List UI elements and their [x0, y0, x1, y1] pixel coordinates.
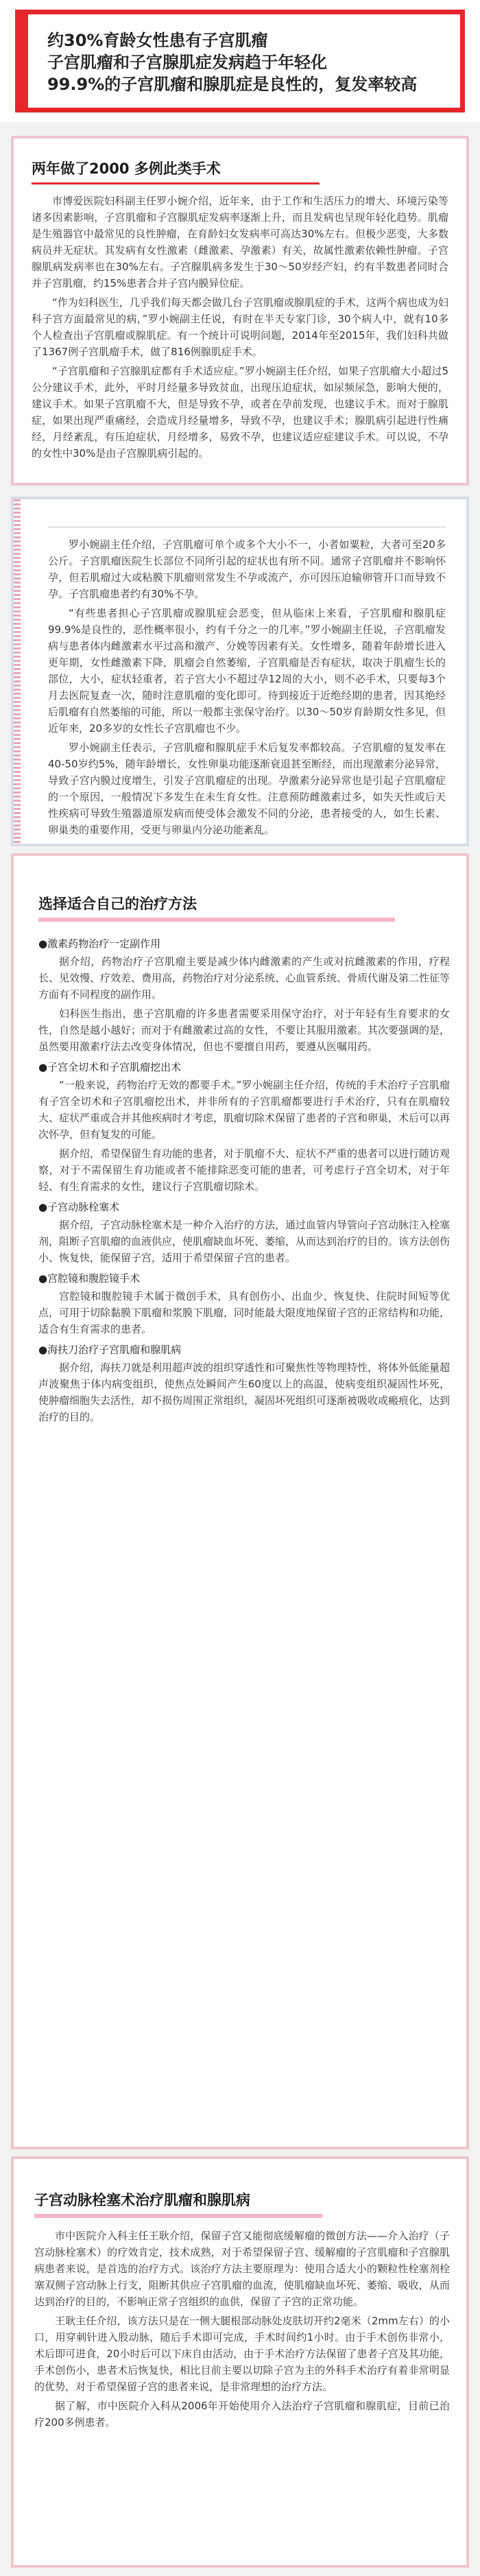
paragraph: 据介绍，希望保留生育功能的患者，对于肌瘤不大、症状不严重的患者可以进行随访观察，对于不需保留生育功能或者不能排除恶变可能的患者，可考虑行子宫全切术，对于年轻、有生育需求的女性，建议行子宫肌瘤切除术。 — [38, 1147, 451, 1193]
header-area — [0, 0, 480, 122]
paragraph: 宫腔镜和腹腔镜手术属于微创手术，具有创伤小、出血少、恢复快、住院时间短等优点，可用于切除黏膜下肌瘤和浆膜下肌瘤，同时能最大限度地保留子宫的正常结构和功能，适合有生育需求的患者。 — [38, 1290, 451, 1335]
section-surgery-count — [11, 136, 469, 486]
paragraph: 罗小婉副主任表示，子宫肌瘤和腺肌症手术后复发率都较高。子宫肌瘤的复发率在40-50岁约5%，随年龄增长，女性卵巢功能逐渐衰退甚至断经，而出现激素分泌异常，导致子宫内膜过度增生，引发子宫肌瘤症的出现。孕激素分泌异常也是引起子宫肌瘤症的一个原因，一般情况下多发生在未生育女性。注意预防雌激素过多，如失天性或后天性疾病可导致生殖器道原发病而使受体会激发不同的分泌，患者接受的人，如生长素、卵巢类的重要作用，受更与卵巢内分泌功能紊乱。 — [48, 741, 446, 836]
section-title: 子宫动脉栓塞术治疗肌瘤和腺肌病 — [34, 2192, 250, 2208]
paragraph: 据介绍，子宫动脉栓塞术是一种介入治疗的方法，通过血管内导管向子宫动脉注入栓塞剂，阻断子宫肌瘤的血液供应，使肌瘤缺血坏死、萎缩，从而达到治疗的目的。该方法创伤小、恢复快，能保留子宫，适用于希望保留子宫的患者。 — [38, 1219, 451, 1264]
section-recurrence — [11, 497, 469, 846]
paragraph: 市中医院介入科主任王耿介绍，保留子宫又能彻底缓解瘤的微创方法——介入治疗（子宫动脉栓塞术）的疗效肯定，技术成熟，对于希望保留子宫、缓解瘤的子宫肌瘤和子宫腺肌病患者来说，是首选的治疗方式。该治疗方法主要原理为：使用合适大小的颗粒性栓塞剂栓塞双侧子宫动脉上行支，阻断其供应子宫肌瘤的血流，使肌瘤缺血坏死、萎缩、吸收，从而达到治疗的目的，不影响正常子宫组织的血供，保留了子宫的正常功能。 — [34, 2230, 450, 2308]
paragraph: “作为妇科医生，几乎我们每天都会做几台子宫肌瘤或腺肌症的手术，这两个病也成为妇科子宫方面最常见的病，”罗小婉副主任说，有时在半天专家门诊，30个病人中，就有10多个人检查出子宫肌瘤或腺肌症。有一个统计可说明问题，2014年至2015年，我们妇科共做了1367例子宫肌瘤手术，做了816例腺肌症手术。 — [32, 296, 448, 358]
headline-line: 99.9%的子宫肌瘤和腺肌症是良性的，复发率较高 — [47, 75, 418, 94]
subheading-text: ●子宫动脉栓塞术 — [38, 1201, 120, 1213]
section-title: 两年做了2000 多例此类手术 — [32, 160, 221, 177]
paragraph: 王耿主任介绍，该方法只是在一侧大腿根部动脉处皮肤切开约2毫米（2mm左右）的小口，用穿刺针进入股动脉，随后手术即可完成，手术时间约1小时。由于手术创伤非常小，术后即可进食，20小时后可以下床自由活动，由于手术治疗方法保留了患者子宫及其功能，手术创伤小，患者术后恢复快，相比目前主要以切除子宫为主的外科手术治疗有着非常明显的优势，对于希望保留子宫的患者来说，是非常理想的治疗方法。 — [34, 2315, 450, 2393]
headline-line: 子宫肌瘤和子宫腺肌症发病趋于年轻化 — [47, 53, 327, 72]
paragraph: “一般来说，药物治疗无效的都要手术。”罗小婉副主任介绍，传统的手术治疗子宫肌瘤有子宫全切术和子宫肌瘤挖出术，并非所有的子宫肌瘤都要进行手术治疗，只有在肌瘤较大、症状严重或合并其他疾病时才考虑，肌瘤切除术保留了患者的子宫和卵巢，术后可以再次怀孕，但有复发的可能。 — [38, 1079, 451, 1141]
subheading — [38, 1199, 450, 1215]
paragraph: 市博爱医院妇科副主任罗小婉介绍，近年来，由于工作和生活压力的增大、环境污染等诸多因素影响，子宫肌瘤和子宫腺肌症发病率逐渐上升，而且发病也呈现年轻化趋势。肌瘤是生殖器官中最常见的良性肿瘤，在育龄妇女发病率可高达30%左右。但极少恶变，大多数病员并无症状。其发病有女性激素（雌激素、孕激素）有关，故属性激素依赖性肿瘤。子宫腺肌病发病率也在30%左右。子宫腺肌病多发生于30～50岁经产妇，约有半数患者同时合并子宫肌瘤，约15%患者合并子宫内膜异位症。 — [32, 195, 448, 289]
headline-line: 约30%育龄女性患有子宫肌瘤 — [47, 31, 268, 50]
section-uae — [11, 2156, 469, 2568]
headline-lines — [47, 29, 440, 95]
subheading-text: ●子宫全切术和子宫肌瘤挖出术 — [38, 1061, 182, 1073]
subheading — [38, 1270, 450, 1287]
subheading — [38, 935, 450, 952]
paragraph: 据介绍，药物治疗子宫肌瘤主要是减少体内雌激素的产生或对抗雌激素的作用，疗程长、见效慢、疗效差、费用高，药物治疗对分泌系统、心血管系统、骨质代谢及第二性征等方面有不同程度的副作用。 — [38, 955, 451, 1001]
subheading — [38, 1059, 450, 1075]
paragraph: 罗小婉副主任介绍，子宫肌瘤可单个或多个大小不一，小者如粟粒，大者可至20多公斤。子宫肌瘤医院生长部位不同所引起的症状也有所不同。通常子宫肌瘤并不影响怀孕，但若肌瘤过大或粘膜下肌瘤则常发生不孕或流产，亦可因压迫输卵管开口而导致不孕。子宫肌瘤患者约有30%不孕。 — [48, 538, 446, 600]
subheading-text: ●宫腔镜和腹腔镜手术 — [38, 1272, 141, 1285]
paragraph: 据介绍，海扶刀就是利用超声波的组织穿透性和可聚焦性等物理特性，将体外低能量超声波聚焦于体内病变组织，使焦点处瞬间产生60度以上的高温，使病变组织凝固性坏死，使肿瘤细胞失去活性，却不损伤周围正常组织，凝固坏死组织可逐渐被吸收或瘢痕化，达到治疗的目的。 — [38, 1361, 451, 1423]
subheading-text: ●海扶刀治疗子宫肌瘤和腺肌病 — [38, 1344, 182, 1356]
subheading — [38, 1341, 450, 1358]
section-treatment-options — [11, 853, 469, 2149]
section-title: 选择适合自己的治疗方法 — [38, 896, 197, 912]
paragraph: 妇科医生指出，患子宫肌瘤的许多患者需要采用保守治疗，对于年轻有生育要求的女性，自然是越小越好；而对于有雌激素过高的女性，不要让其服用激素。其次要强调的是，虽然要用激素疗法去改变身体情况，但也不要擅自用药，要遵从医嘱用药。 — [38, 1007, 451, 1053]
paragraph: “子宫肌瘤和子宫腺肌症都有手术适应症。”罗小婉副主任介绍，如果子宫肌瘤大小超过5公分建议手术，此外，平时月经量多导致贫血，出现压迫症状，如尿频尿急，影响大便的，建议手术。如果子宫肌瘤不大，但是导致不孕，或者在孕前发现，也建议手术。而对于腺肌症，如果出现严重痛经，会造成月经量增多，导致不孕，也建议手术；腺肌病引起进行性痛经，月经紊乱，有压迫症状，月经增多，易致不孕，也建议适应症建议手术。可以说，不孕的女性中30%是由子宫腺肌病引起的。 — [32, 365, 448, 460]
headline-accent-bar — [20, 14, 28, 108]
subheading-text: ●激素药物治疗一定副作用 — [38, 938, 161, 950]
paragraph: “有些患者担心子宫肌瘤或腺肌症会恶变，但从临床上来看，子宫肌瘤和腺肌症99.9%是良性的，恶性概率很小，约有千分之一的几率。”罗小婉副主任说，子宫肌瘤发病与患者体内雌激素水平过高和激产、分娩等因素有关。女性增多，随着年龄增长进入更年期，女性雌激素下降，肌瘤会自然萎缩，子宫肌瘤是否有症状，取决于肌瘤生长的部位，大小，症状轻重者，若子宫大小不超过孕12周的大小，则不必手术，只要每3个月去医院复查一次，随时注意肌瘤的变化即可。待到接近于近绝经期的患者，因其绝经后肌瘤有自然萎缩的可能，所以一般都主张保守治疗。以30～50岁育龄期女性多见，但近年来，20多岁的女性长子宫肌瘤也不少。 — [48, 607, 446, 735]
paragraph: 据了解，市中医院介入科从2006年开始使用介入法治疗子宫肌瘤和腺肌症，目前已治疗200多例患者。 — [34, 2400, 450, 2429]
decorative-ribbon — [14, 499, 21, 846]
headline-box — [15, 10, 465, 112]
